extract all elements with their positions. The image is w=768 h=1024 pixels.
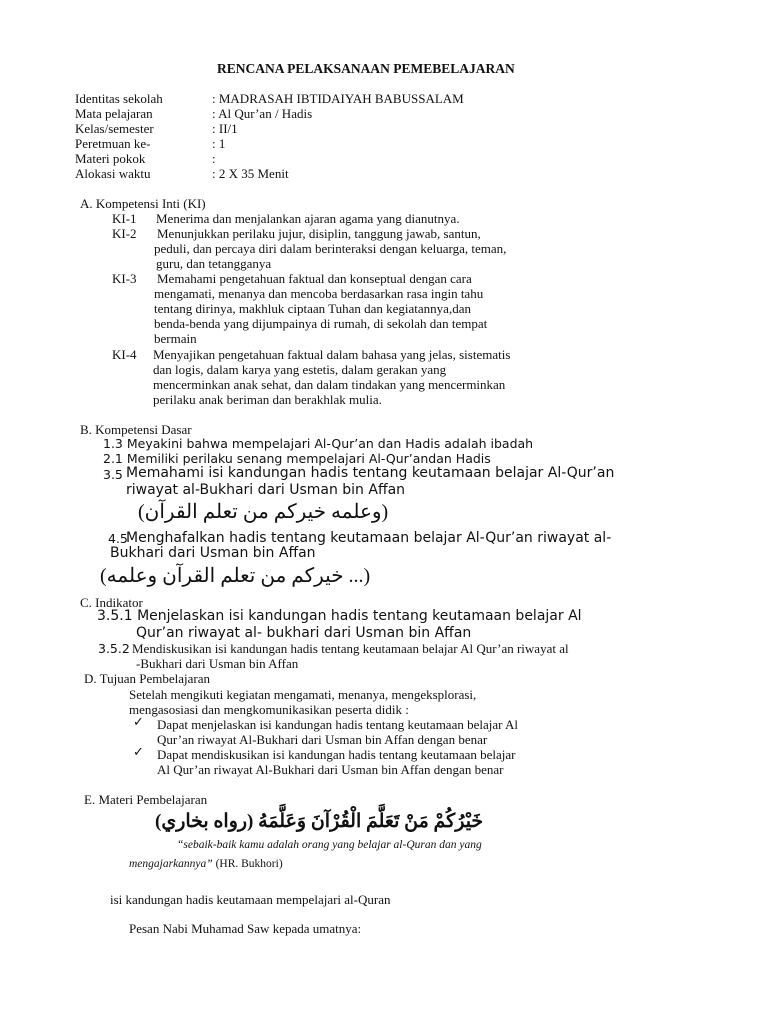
translation-text: mengajarkannya” [129,858,213,870]
identity-label: Mata pelajaran [75,106,153,121]
hadith-source: (HR. Bukhori) [212,858,283,870]
identity-value: : 1 [212,136,226,151]
section-heading: B. Kompetensi Dasar [80,422,192,437]
ki-text: benda-benda yang dijumpainya di rumah, di sekolah dan tempat [154,316,488,331]
identity-label: Materi pokok [75,151,146,166]
ki-text: peduli, dan percaya diri dalam berinteraksi dengan keluarga, teman, [154,241,507,256]
kd-item: 2.1 Memiliki perilaku senang mempelajari Al-Qur’andan Hadis [103,451,491,466]
goal-intro: Setelah mengikuti kegiatan mengamati, menanya, mengeksplorasi, [129,687,477,702]
content-text: Pesan Nabi Muhamad Saw kepada umatnya: [129,921,362,936]
kd-text: Bukhari dari Usman bin Affan [110,545,316,561]
kd-text: riwayat al-Bukhari dari Usman bin Affan [126,482,406,498]
kd-number: 4.5 [108,531,128,546]
ki-text: perilaku anak beriman dan berakhlak mulia. [153,392,382,407]
section-heading: E. Materi Pembelajaran [84,792,208,807]
kd-item: 1.3 Meyakini bahwa mempelajari Al-Qur’an dan Hadis adalah ibadah [103,436,534,451]
arabic-hadith-excerpt: (وعلمه خيركم من تعلم القرآن) [138,501,389,523]
arabic-hadith: خَيْرُكُمْ مَنْ تَعَلَّمَ الْقُرْآنَ وَعَلَّمَهُ (رواه بخاري) [155,811,484,832]
ki-text: mencerminkan anak sehat, dan dalam tindakan yang mencerminkan [153,377,506,392]
identity-label: Alokasi waktu [75,166,151,181]
section-heading: D. Tujuan Pembelajaran [84,671,211,686]
goal-intro: mengasosiasi dan mengkomunikasikan peserta didik : [129,702,409,717]
indicator-text: Mendiskusikan isi kandungan hadis tentang keutamaan belajar Al Qur’an riwayat al [132,641,569,656]
identity-label: Identitas sekolah [75,91,163,106]
ki-text: Menerima dan menjalankan ajaran agama yang dianutnya. [156,211,460,226]
translation-text: “sebaik-baik kamu adalah orang yang belajar al-Quran dan yang [177,839,482,851]
kd-number: 3.5 [103,467,123,482]
ki-text: dan logis, dalam karya yang estetis, dalam gerakan yang [153,362,447,377]
section-heading: A. Kompetensi Inti (KI) [80,196,206,211]
ki-code: KI-4 [112,347,137,362]
section-heading: C. Indikator [80,595,143,610]
ki-text: Menyajikan pengetahuan faktual dalam bahasa yang jelas, sistematis [153,347,511,362]
ki-text: guru, dan tetangganya [156,256,272,271]
checkmark-icon: ✓ [133,744,144,759]
identity-label: Kelas/semester [75,121,154,136]
ki-code: KI-3 [112,271,137,286]
ki-text: mengamati, menanya dan mencoba berdasarkan rasa ingin tahu [154,286,484,301]
checkmark-icon: ✓ [133,714,144,729]
goal-text: Dapat mendiskusikan isi kandungan hadis tentang keutamaan belajar [157,747,516,762]
arabic-hadith-excerpt: (... خيركم من تعلم القرآن وعلمه) [100,565,371,587]
goal-text: Dapat menjelaskan isi kandungan hadis tentang keutamaan belajar Al [157,717,518,732]
ki-text: Memahami pengetahuan faktual dan konseptual dengan cara [157,271,472,286]
indicator-text: -Bukhari dari Usman bin Affan [136,656,299,671]
ki-text: tentang dirinya, makhluk ciptaan Tuhan dan kegiatannya,dan [154,301,471,316]
indicator-text: 3.5.1 Menjelaskan isi kandungan hadis tentang keutamaan belajar Al [97,608,582,624]
ki-text: Menunjukkan perilaku jujur, disiplin, tanggung jawab, santun, [157,226,481,241]
identity-value: : MADRASAH IBTIDAIYAH BABUSSALAM [212,91,464,106]
identity-value: : II/1 [212,121,238,136]
content-heading: isi kandungan hadis keutamaan mempelajari al-Quran [110,892,391,907]
translation-line [129,859,283,871]
indicator-text: Qur’an riwayat al- bukhari dari Usman bin Affan [136,625,472,641]
ki-code: KI-2 [112,226,137,241]
ki-text: bermain [154,331,197,346]
identity-value: : 2 X 35 Menit [212,166,289,181]
kd-text: Memahami isi kandungan hadis tentang keutamaan belajar Al-Qur’an [126,465,615,481]
identity-label: Peretmuan ke- [75,136,151,151]
indicator-number: 3.5.2 [98,641,130,656]
goal-text: Al Qur’an riwayat Al-Bukhari dari Usman bin Affan dengan benar [157,762,504,777]
goal-text: Qur’an riwayat Al-Bukhari dari Usman bin Affan dengan benar [157,732,488,747]
ki-code: KI-1 [112,211,137,226]
kd-text: Menghafalkan hadis tentang keutamaan belajar Al-Qur’an riwayat al- [126,530,612,546]
document-title: RENCANA PELAKSANAAN PEMEBELAJARAN [217,61,515,76]
identity-value: : Al Qur’an / Hadis [212,106,313,121]
identity-value: : [212,151,216,166]
